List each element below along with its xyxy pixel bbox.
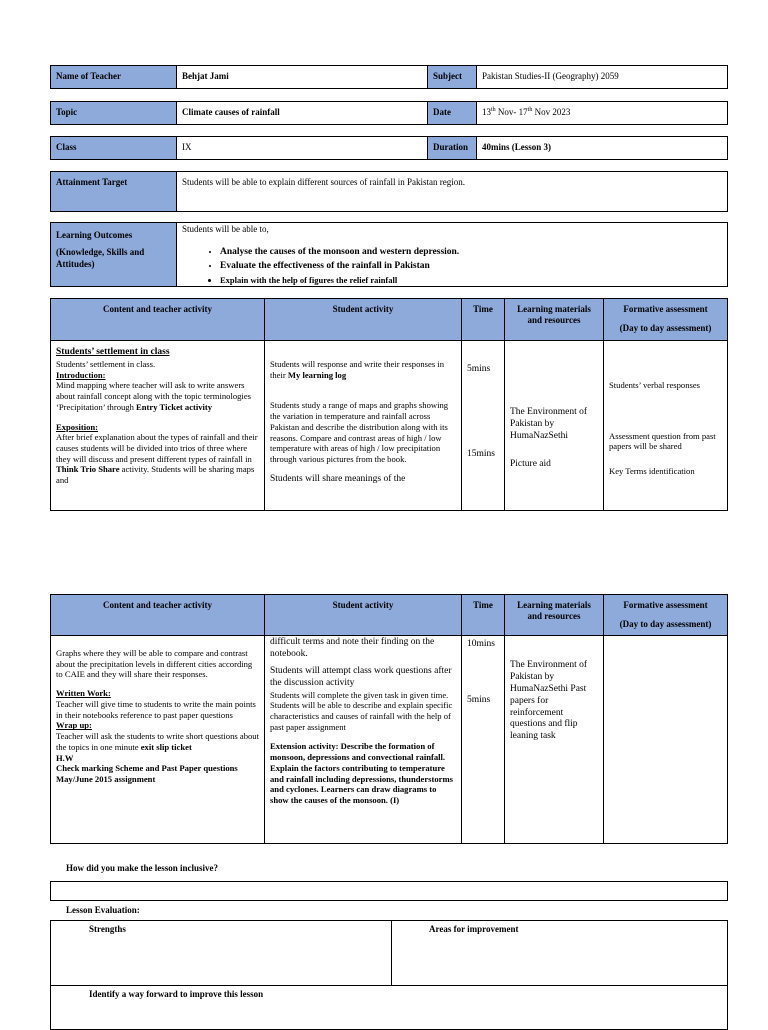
- materials-cell-2: The Environment of Pakistan by HumaNazSethi Past papers for reinforcement questions and flip leaning task: [504, 635, 604, 844]
- topic-label: Topic: [50, 101, 177, 125]
- time-cell-1: 5mins 15mins: [461, 340, 505, 511]
- col-time-header: Time: [461, 298, 505, 341]
- col-assessment-header: Formative assessment (Day to day assessment): [603, 298, 728, 341]
- date-value: 13th Nov- 17th Nov 2023: [476, 101, 728, 125]
- attainment-label: Attainment Target: [50, 171, 177, 212]
- col-assessment-header-2: Formative assessment (Day to day assessment): [603, 594, 728, 636]
- attainment-text: Students will be able to explain different sources of rainfall in Pakistan region.: [176, 171, 728, 212]
- assessment-cell-1: Students’ verbal responses Assessment question from past papers will be shared Key Terms identification: [603, 340, 728, 511]
- col-materials-header-2: Learning materials and resources: [504, 594, 604, 636]
- outcomes-label: Learning Outcomes (Knowledge, Skills and Attitudes): [50, 222, 177, 287]
- way-forward-label: Identify a way forward to improve this lesson: [89, 989, 264, 999]
- subject-label: Subject: [427, 65, 477, 89]
- col-content-header: Content and teacher activity: [50, 298, 265, 341]
- teacher-value: Behjat Jami: [176, 65, 428, 89]
- outcome-item: • Analyse the causes of the monsoon and western depression.: [220, 247, 722, 259]
- student-cell-1: Students will response and write their responses in their My learning log Students study a range of maps and graphs showing the variation in temperature and rainfall across Pakistan and describe the distribution along with its reasons. Compare and contrast areas of high / low temperature with areas of high / low precipitation through various pictures from the book. Students will share meanings of the: [264, 340, 462, 511]
- topic-value: Climate causes of rainfall: [176, 101, 428, 125]
- student-cell-2: difficult terms and note their finding on the notebook. Students will attempt class work questions after the discussion activity Students will complete the given task in given time. Students will be able to describe and explain specific characteristics and causes of rainfall with the help of past paper assignment Extension activity: Describe the formation of monsoon, depressions and convectional rainfall. Explain the factors contributing to temperature and rainfall including depressions, thunderstorms and cyclones. Learners can draw diagrams to show the causes of the monsoon. (I): [264, 635, 462, 844]
- class-label: Class: [50, 136, 177, 160]
- way-forward-field[interactable]: [50, 985, 728, 1030]
- col-content-header-2: Content and teacher activity: [50, 594, 265, 636]
- teacher-label: Name of Teacher: [50, 65, 177, 89]
- col-student-header: Student activity: [264, 298, 462, 341]
- date-label: Date: [427, 101, 477, 125]
- materials-cell-1: The Environment of Pakistan by HumaNazSethi Picture aid: [504, 340, 604, 511]
- col-time-header-2: Time: [461, 594, 505, 636]
- assessment-cell-2: [603, 635, 728, 844]
- lesson-evaluation-label: Lesson Evaluation:: [66, 905, 140, 915]
- subject-value: Pakistan Studies-II (Geography) 2059: [476, 65, 728, 89]
- col-materials-header: Learning materials and resources: [504, 298, 604, 341]
- content-cell-1: Students’ settlement in class Students’ settlement in class. Introduction: Mind mapping where teacher will ask to write answers about rainfall concept along with the topic terminologies ‘Precipitation’ through Entry Ticket activity Exposition: After brief explanation about the types of rainfall and their causes students will be divided into trios of three where they will discuss and present different types of rainfall in Think Trio Share activity. Students will be sharing maps and: [50, 340, 265, 511]
- duration-value: 40mins (Lesson 3): [476, 136, 728, 160]
- outcome-item: • Evaluate the effectiveness of the rainfall in Pakistan: [220, 261, 722, 273]
- improvement-field[interactable]: [391, 920, 728, 986]
- class-value: IX: [176, 136, 428, 160]
- outcome-item: • Explain with the help of figures the relief rainfall: [220, 275, 722, 286]
- strengths-label: Strengths: [89, 924, 126, 934]
- outcomes-box: [176, 222, 728, 287]
- content-cell-2: Graphs where they will be able to compare and contrast about the precipitation levels in different cities according to CAIE and they will share their responses. Written Work: Teacher will give time to students to write the main points in their notebooks reference to past paper questions Wrap up: Teacher will ask the students to write short questions about the topics in one minute exit slip ticket H.W Check marking Scheme and Past Paper questions May/June 2015 assignment: [50, 635, 265, 844]
- col-student-header-2: Student activity: [264, 594, 462, 636]
- time-cell-2: 10mins 5mins: [461, 635, 505, 844]
- duration-label: Duration: [427, 136, 477, 160]
- inclusive-answer-field[interactable]: [50, 881, 728, 901]
- improvement-label: Areas for improvement: [429, 924, 519, 934]
- outcomes-intro: Students will be able to,: [182, 224, 269, 234]
- strengths-field[interactable]: [50, 920, 392, 986]
- inclusive-question: How did you make the lesson inclusive?: [66, 863, 219, 873]
